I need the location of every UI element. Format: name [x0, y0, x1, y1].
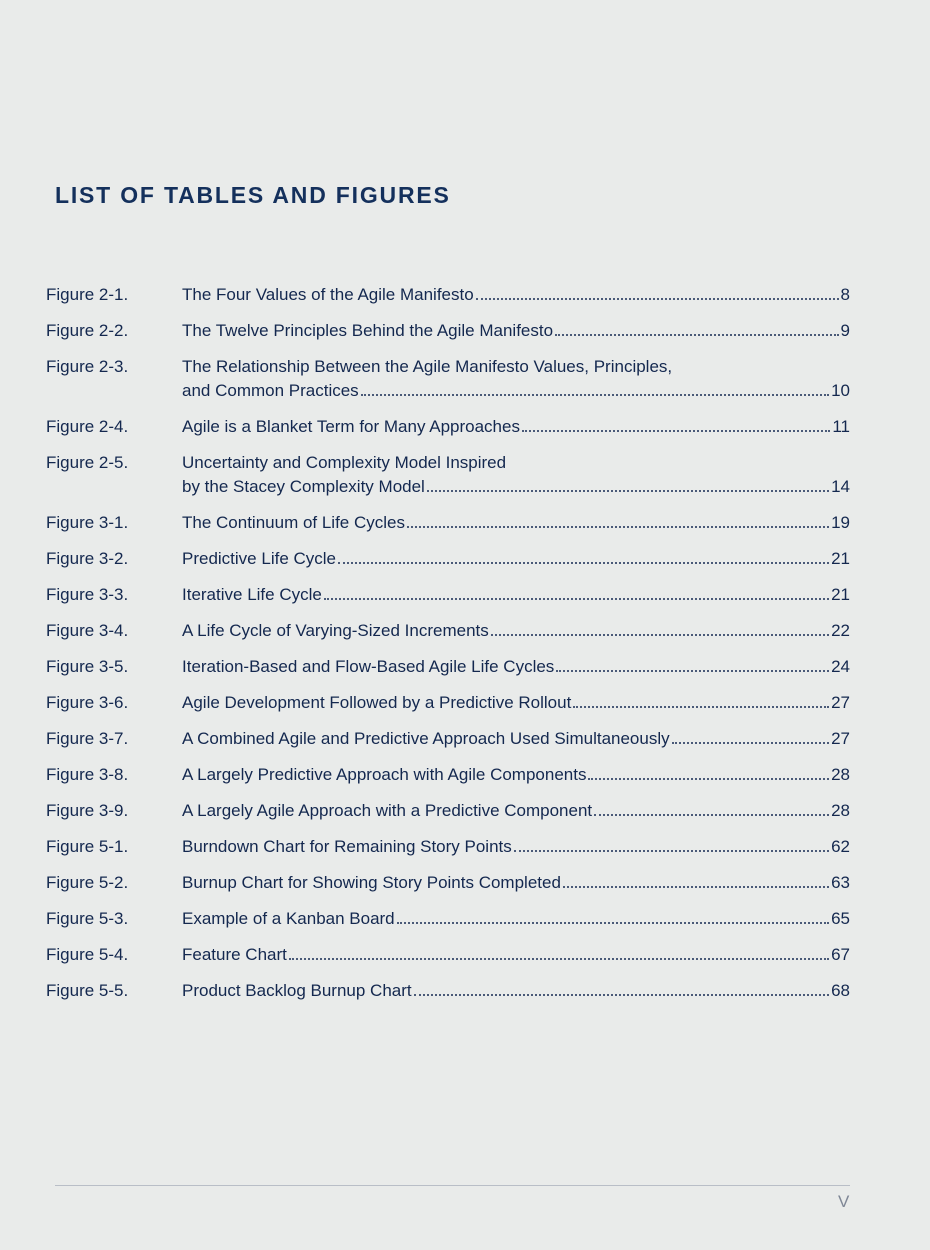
figure-entry [182, 283, 850, 307]
figure-title-line [182, 355, 850, 379]
dot-leader [407, 526, 829, 528]
figure-title: A Largely Predictive Approach with Agile Components [182, 765, 587, 784]
page-reference: 21 [831, 549, 850, 568]
figure-title-line [182, 871, 850, 895]
figure-entry [182, 943, 850, 967]
figure-number: Figure 3-2. [46, 549, 129, 568]
figure-title: The Twelve Principles Behind the Agile Manifesto [182, 321, 554, 340]
dot-leader [397, 922, 829, 924]
figure-title: Agile Development Followed by a Predictive Rollout [182, 693, 572, 712]
page-reference: 24 [831, 657, 850, 676]
figure-number: Figure 3-6. [46, 693, 129, 712]
list-item[interactable] [46, 283, 850, 307]
figure-number: Figure 2-5. [46, 453, 129, 472]
page-number: V [838, 1192, 850, 1211]
figure-title-line [182, 727, 850, 751]
figure-number: Figure 2-3. [46, 357, 129, 376]
figure-number: Figure 3-9. [46, 801, 129, 820]
list-item[interactable] [46, 835, 850, 859]
figure-title: Iterative Life Cycle [182, 585, 322, 604]
figure-title: Uncertainty and Complexity Model Inspired [182, 453, 507, 472]
dot-leader [594, 814, 829, 816]
page-reference: 8 [840, 285, 850, 304]
dot-leader [556, 670, 829, 672]
list-item[interactable] [46, 511, 850, 535]
figure-title: by the Stacey Complexity Model [182, 477, 425, 496]
figure-number: Figure 2-2. [46, 321, 129, 340]
figure-entry [182, 451, 850, 499]
figure-title-line [182, 907, 850, 931]
figure-entry [182, 415, 850, 439]
figure-title-line [182, 511, 850, 535]
figure-entry [182, 583, 850, 607]
figure-title-line [182, 283, 850, 307]
page-reference: 28 [831, 801, 850, 820]
page-reference: 21 [831, 585, 850, 604]
figure-number: Figure 3-8. [46, 765, 129, 784]
dot-leader [563, 886, 829, 888]
figures-list [46, 283, 850, 1015]
dot-leader [427, 490, 829, 492]
figure-title-line [182, 979, 850, 1003]
list-item[interactable] [46, 619, 850, 643]
figure-title-line [182, 619, 850, 643]
list-item[interactable] [46, 655, 850, 679]
figure-number: Figure 3-5. [46, 657, 129, 676]
dot-leader [414, 994, 829, 996]
figure-entry [182, 691, 850, 715]
list-item[interactable] [46, 415, 850, 439]
figure-title-line [182, 691, 850, 715]
figure-title: Predictive Life Cycle [182, 549, 337, 568]
figure-title: The Continuum of Life Cycles [182, 513, 405, 532]
dot-leader [289, 958, 829, 960]
figure-entry [182, 799, 850, 823]
list-item[interactable] [46, 763, 850, 787]
figure-title: A Life Cycle of Varying-Sized Increments [182, 621, 489, 640]
figure-entry [182, 547, 850, 571]
figure-title-line [182, 319, 850, 343]
figure-entry [182, 727, 850, 751]
figure-number: Figure 5-5. [46, 981, 129, 1000]
list-item[interactable] [46, 583, 850, 607]
list-item[interactable] [46, 979, 850, 1003]
figure-title-line [182, 415, 850, 439]
figure-number: Figure 5-2. [46, 873, 129, 892]
figure-entry [182, 835, 850, 859]
figure-title-line [182, 655, 850, 679]
figure-entry [182, 979, 850, 1003]
page-reference: 62 [831, 837, 850, 856]
page-reference: 19 [831, 513, 850, 532]
figure-number: Figure 5-3. [46, 909, 129, 928]
figure-title: and Common Practices [182, 381, 359, 400]
figure-number: Figure 3-3. [46, 585, 129, 604]
figure-title: Agile is a Blanket Term for Many Approaches [182, 417, 520, 436]
page-reference: 63 [831, 873, 850, 892]
page-reference: 27 [831, 693, 850, 712]
figure-title: The Relationship Between the Agile Manifesto Values, Principles, [182, 357, 673, 376]
figure-entry [182, 355, 850, 403]
figure-entry [182, 655, 850, 679]
list-item[interactable] [46, 727, 850, 751]
figure-entry [182, 763, 850, 787]
dot-leader [338, 562, 829, 564]
figure-title-line [182, 451, 850, 475]
figure-number: Figure 3-1. [46, 513, 129, 532]
figure-title: Feature Chart [182, 945, 287, 964]
figure-title-line [182, 835, 850, 859]
figure-title: Iteration-Based and Flow-Based Agile Life Cycles [182, 657, 555, 676]
figure-number: Figure 3-4. [46, 621, 129, 640]
figure-title-line [182, 379, 850, 403]
figure-entry [182, 319, 850, 343]
dot-leader [514, 850, 829, 852]
dot-leader [476, 298, 839, 300]
figure-entry [182, 871, 850, 895]
list-item[interactable] [46, 451, 850, 499]
dot-leader [672, 742, 829, 744]
dot-leader [522, 430, 830, 432]
figure-title-line [182, 799, 850, 823]
list-item[interactable] [46, 907, 850, 931]
figure-title-line [182, 943, 850, 967]
figure-number: Figure 2-4. [46, 417, 129, 436]
figure-entry [182, 619, 850, 643]
page-reference: 14 [831, 477, 850, 496]
dot-leader [555, 334, 838, 336]
figure-title: A Largely Agile Approach with a Predictive Component [182, 801, 593, 820]
figure-title-line [182, 583, 850, 607]
dot-leader [491, 634, 829, 636]
figure-title: A Combined Agile and Predictive Approach Used Simultaneously [182, 729, 670, 748]
page-reference: 65 [831, 909, 850, 928]
page-reference: 10 [831, 381, 850, 400]
list-item[interactable] [46, 691, 850, 715]
figure-number: Figure 3-7. [46, 729, 129, 748]
list-item[interactable] [46, 355, 850, 403]
page-reference: 27 [831, 729, 850, 748]
list-item[interactable] [46, 799, 850, 823]
figure-title: The Four Values of the Agile Manifesto [182, 285, 474, 304]
figure-number: Figure 5-1. [46, 837, 129, 856]
page-reference: 67 [831, 945, 850, 964]
figure-title-line [182, 475, 850, 499]
figure-number: Figure 5-4. [46, 945, 129, 964]
figure-title: Product Backlog Burnup Chart [182, 981, 412, 1000]
list-item[interactable] [46, 547, 850, 571]
footer-rule [55, 1185, 850, 1186]
list-item[interactable] [46, 871, 850, 895]
dot-leader [361, 394, 829, 396]
list-item[interactable] [46, 319, 850, 343]
figure-title: Burndown Chart for Remaining Story Points [182, 837, 512, 856]
page-reference: 22 [831, 621, 850, 640]
figure-title: Example of a Kanban Board [182, 909, 395, 928]
figure-title-line [182, 763, 850, 787]
figure-number: Figure 2-1. [46, 285, 129, 304]
dot-leader [573, 706, 829, 708]
figure-entry [182, 511, 850, 535]
figure-title: Burnup Chart for Showing Story Points Completed [182, 873, 561, 892]
page-reference: 28 [831, 765, 850, 784]
page-title: LIST OF TABLES AND FIGURES [55, 182, 451, 208]
dot-leader [588, 778, 829, 780]
page-reference: 9 [840, 321, 850, 340]
figure-title-line [182, 547, 850, 571]
figure-entry [182, 907, 850, 931]
dot-leader [324, 598, 829, 600]
page-reference: 11 [832, 417, 850, 436]
page-reference: 68 [831, 981, 850, 1000]
list-item[interactable] [46, 943, 850, 967]
